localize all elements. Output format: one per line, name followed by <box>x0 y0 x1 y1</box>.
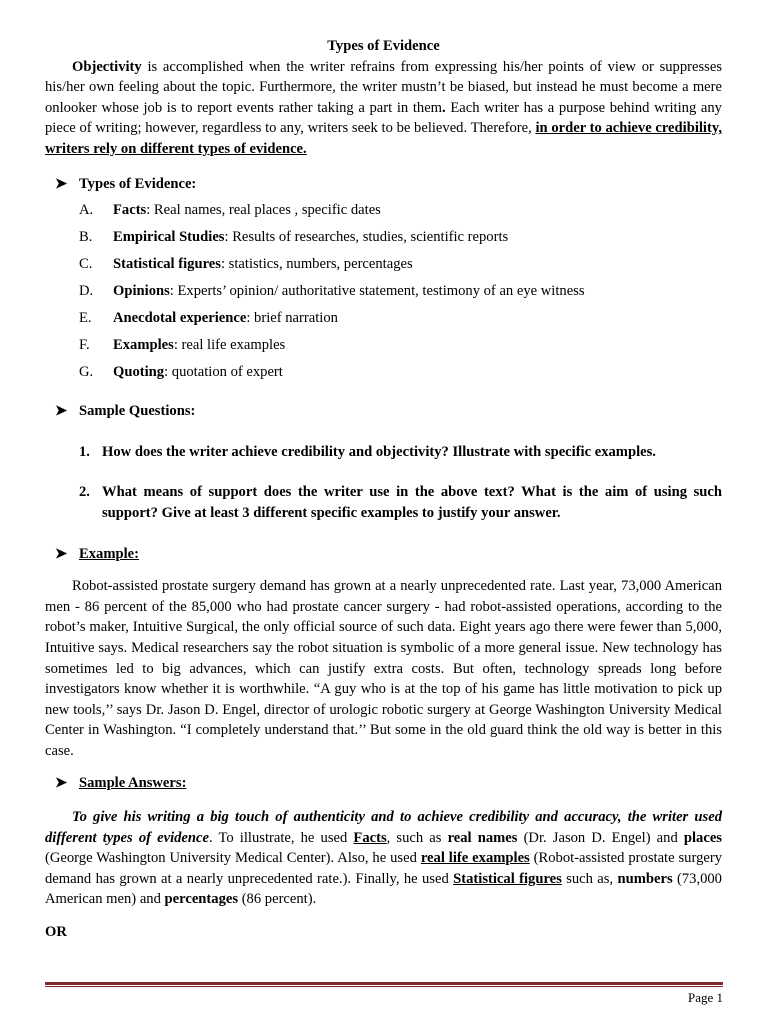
list-item <box>45 227 722 254</box>
question-text: How does the writer achieve credibility and objectivity? Illustrate with specific examples. <box>102 443 656 460</box>
list-item <box>45 335 722 362</box>
answers-heading-label: Sample Answers: <box>79 775 187 792</box>
questions-heading-label: Sample Questions: <box>79 403 196 420</box>
list-desc: : statistics, numbers, percentages <box>220 256 413 273</box>
intro-body-2: Each writer has a purpose behind writing any piece of writing; however, regardless to any, writers seek to be believed. Therefore, <box>45 99 722 137</box>
answer-real-names: real names <box>447 829 518 846</box>
list-letter: E. <box>79 310 92 327</box>
arrow-bullet-icon: ➤ <box>55 775 68 792</box>
answer-statistical-figures: Statistical figures <box>453 870 562 887</box>
list-letter: G. <box>79 364 94 381</box>
list-letter: A. <box>79 202 94 219</box>
types-heading <box>45 174 722 195</box>
questions-heading <box>45 401 722 422</box>
list-term: Anecdotal experience <box>113 310 247 327</box>
question-item <box>45 482 722 523</box>
answer-text: (86 percent). <box>238 891 317 908</box>
answer-places: places <box>683 829 722 846</box>
question-number: 2. <box>79 484 90 501</box>
list-letter: C. <box>79 256 93 273</box>
answer-numbers: numbers <box>617 870 673 887</box>
answer-lead: To give his writing a big touch of authenticity and to achieve credibility and accuracy, the writer used different types of evidence <box>45 809 722 846</box>
list-desc: : Results of researches, studies, scientific reports <box>224 229 509 246</box>
intro-dot: . <box>442 99 446 116</box>
list-desc: : Experts’ opinion/ authoritative statement, testimony of an eye witness <box>169 283 585 300</box>
footer-rule-thin <box>45 986 723 987</box>
answer-text: (Robot-assisted prostate surgery demand has grown at a nearly unprecedented rate.). Finally, he used <box>45 850 723 887</box>
answer-paragraph <box>45 807 722 910</box>
list-desc: : real life examples <box>173 337 286 354</box>
list-letter: F. <box>79 337 90 354</box>
list-term: Opinions <box>113 283 170 300</box>
arrow-bullet-icon: ➤ <box>55 545 68 562</box>
list-item <box>45 308 722 335</box>
arrow-bullet-icon: ➤ <box>55 175 68 192</box>
list-term: Empirical Studies <box>113 229 225 246</box>
list-desc: : quotation of expert <box>164 364 283 381</box>
page-number: Page 1 <box>687 990 723 1005</box>
list-term: Facts <box>113 202 147 219</box>
intro-lead: Objectivity <box>72 58 142 75</box>
answer-percentages: percentages <box>164 891 239 908</box>
list-term: Statistical figures <box>113 256 221 273</box>
list-term: Quoting <box>113 364 165 381</box>
answers-heading <box>45 773 722 794</box>
answer-text: , such as <box>386 829 448 846</box>
question-text: What means of support does the writer use in the above text? What is the aim of using such support? Give at least 3 different specific examples to justify your answer. <box>102 484 722 521</box>
list-letter: D. <box>79 283 94 300</box>
answer-text: such as, <box>561 870 618 887</box>
questions-list <box>45 442 722 524</box>
page-content <box>45 36 722 943</box>
arrow-bullet-icon: ➤ <box>55 403 68 420</box>
answer-facts: Facts <box>353 829 387 846</box>
answer-text: (Dr. Jason D. Engel) and <box>517 829 684 846</box>
list-item <box>45 254 722 281</box>
question-item <box>45 442 722 463</box>
intro-paragraph <box>45 57 722 160</box>
list-item <box>45 281 722 308</box>
intro-emphasis: in order to achieve credibility, writers rely on different types of evidence. <box>45 120 722 157</box>
list-term: Examples <box>113 337 174 354</box>
answer-real-life-examples: real life examples <box>420 850 530 867</box>
types-heading-label: Types of Evidence: <box>79 175 197 192</box>
types-list <box>45 200 722 389</box>
list-desc: : brief narration <box>246 310 338 327</box>
list-letter: B. <box>79 229 93 246</box>
footer-rule <box>45 982 723 985</box>
list-item <box>45 200 722 227</box>
example-paragraph: Robot-assisted prostate surgery demand has grown at a nearly unprecedented rate. Last year, 73,000 American men - 86 percent of the 85,000 who had prostate cancer surgery - had robot-assisted operations, according to the robot’s maker, Intuitive Surgical, the only official source of such data. Eight years ago there were fewer than 5,000, Intuitive says. Medical researchers say the robot situation is symbolic of a more general issue. New technology has sometimes led to big advances, which can justify extra costs. But often, technology spreads long before investigators know whether it is worthwhile. “A guy who is at the top of his game has little motivation to pick up new tools,’’ says Dr. Jason D. Engel, director of urologic robotic surgery at George Washington University Medical Center in Washington. “I completely understand that.’’ But some in the old guard think the old way is better in this case. <box>45 578 722 759</box>
list-desc: : Real names, real places , specific dates <box>146 202 381 219</box>
answer-text: (George Washington University Medical Center). Also, he used <box>45 850 421 867</box>
question-number: 1. <box>79 443 90 460</box>
page-title: Types of Evidence <box>327 38 440 54</box>
example-heading-label: Example: <box>79 545 139 562</box>
list-item <box>45 362 722 389</box>
answer-text: (73,000 American men) and <box>45 870 722 908</box>
or-label: OR <box>45 924 67 941</box>
example-heading <box>45 544 722 565</box>
intro-body: is accomplished when the writer refrains from expressing his/her points of view or suppresses his/her own feeling about the topic. Furthermore, the writer mustn’t be biased, but instead he must become a mere onlooker whose job is to report events rather taking a part in them <box>45 58 722 116</box>
answer-text: . To illustrate, he used <box>208 829 354 846</box>
